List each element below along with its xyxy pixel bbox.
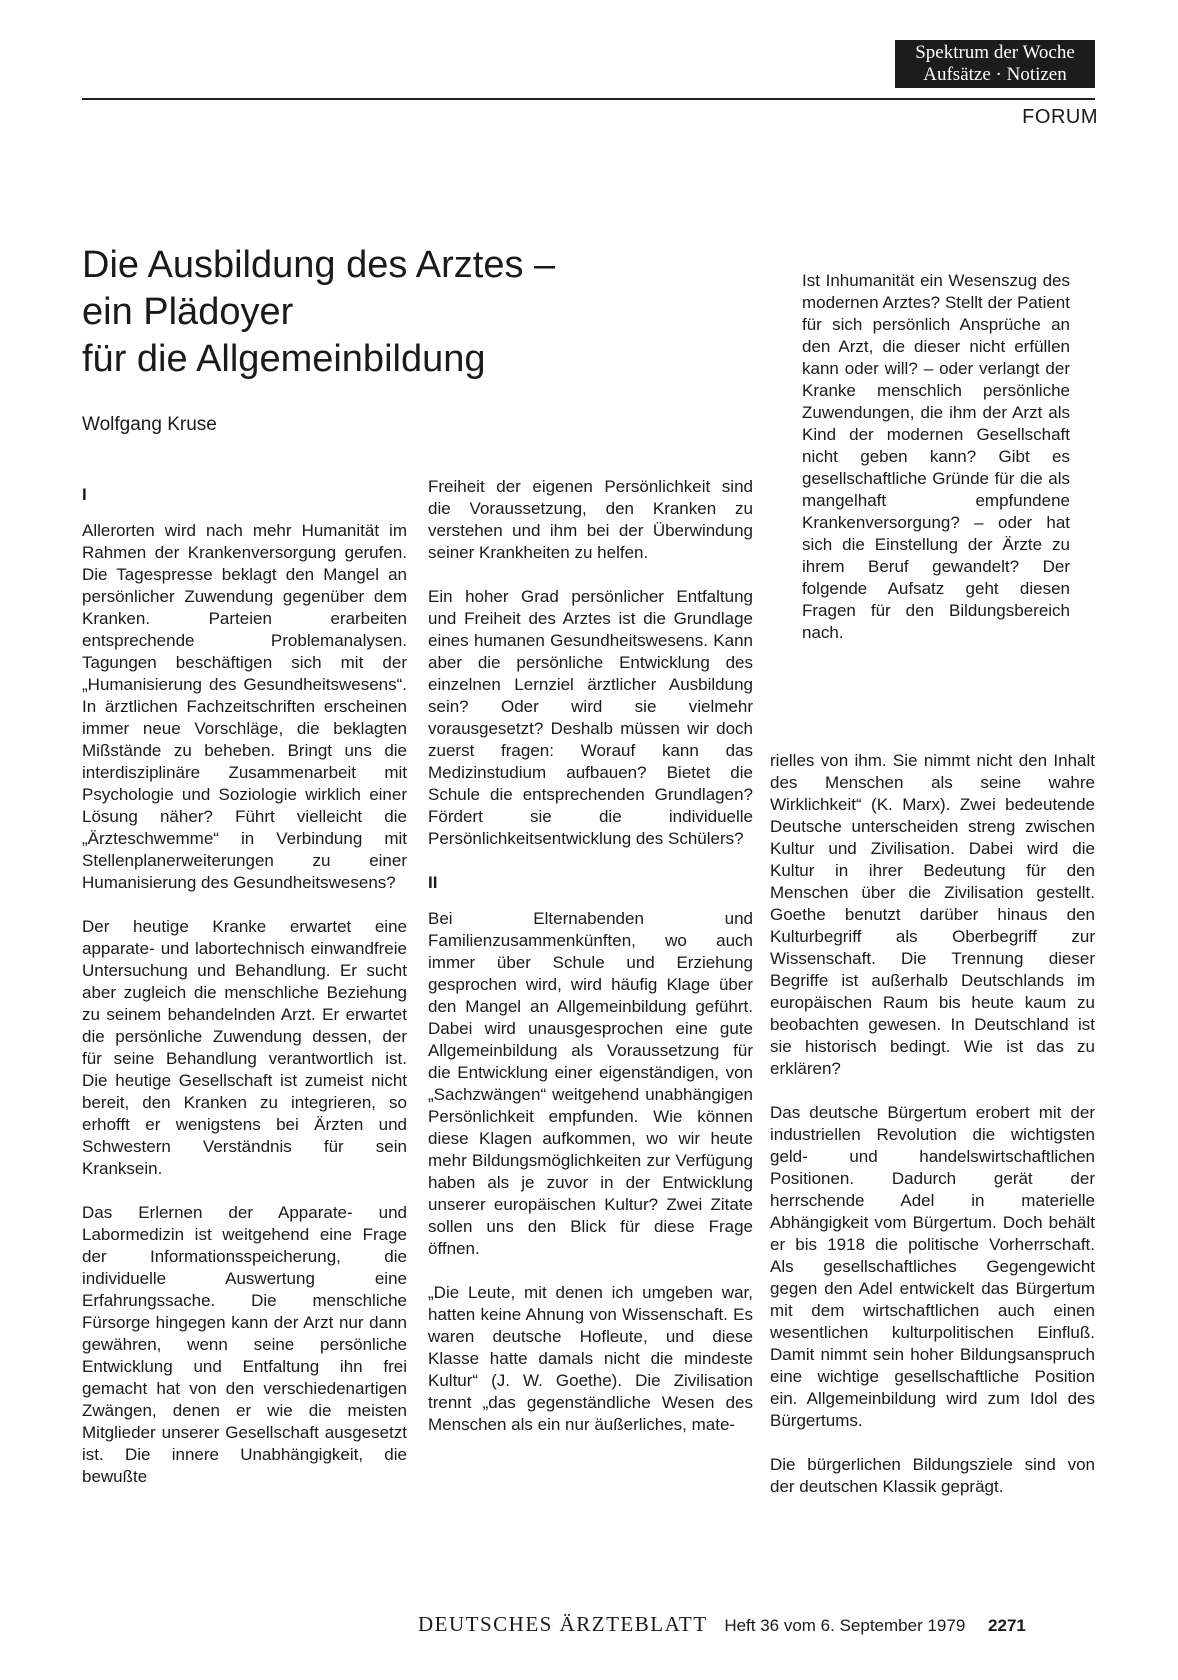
column-1 [82,484,407,1488]
magazine-name: DEUTSCHES ÄRZTEBLATT [418,1612,708,1636]
section-badge [895,40,1095,88]
paragraph: Ein hoher Grad persönlicher Entfaltung und Freiheit des Arztes ist die Grundlage eines humanen Gesundheitswesens. Kann aber die persönliche Entwicklung des einzelnen Lernziel ärztlicher Ausbildung sein? Oder wird sie vielmehr vorausgesetzt? Deshalb müssen wir doch zuerst fragen: Worauf kann das Medizinstudium aufbauen? Bietet die Schule die entsprechenden Grundlagen? Fördert sie die individuelle Persönlichkeitsentwicklung des Schülers? [428,587,753,848]
section-number: II [428,873,438,892]
section-label: FORUM [1022,106,1098,128]
title-line-1: Die Ausbildung des Arztes – [82,244,556,286]
title-line-2: ein Plädoyer [82,291,294,333]
badge-line-1: Spektrum der Woche [915,42,1075,63]
intro-text: Ist Inhumanität ein Wesenszug des modernen Arztes? Stellt der Patient für sich persönlich Ansprüche an den Arzt, die dieser nicht erfüllen kann oder will? – oder verlangt der Kranke menschlich persönliche Zuwendungen, die ihm der Arzt als Kind der modernen Gesellschaft nicht geben kann? Gibt es gesellschaftliche Gründe für die als mangelhaft empfundene Krankenversorgung? – oder hat sich die Einstellung der Ärzte zu ihrem Beruf gewandelt? Der folgende Aufsatz geht diesen Fragen für den Bildungsbereich nach. [802,271,1070,642]
badge-line-2: Aufsätze · Notizen [923,64,1067,85]
page-footer [418,1612,1026,1637]
paragraph: Freiheit der eigenen Persönlichkeit sind die Voraussetzung, den Kranken zu verstehen und ihm bei der Überwindung seiner Krankheiten zu helfen. [428,477,753,562]
paragraph: Die bürgerlichen Bildungsziele sind von der deutschen Klassik geprägt. [770,1455,1095,1496]
article-title [82,242,722,383]
paragraph: rielles von ihm. Sie nimmt nicht den Inhalt des Menschen als seine wahre Wirklichkeit“ (K. Marx). Zwei bedeutende Deutsche unterscheiden streng zwischen Kultur und Zivilisation. Dabei wird die Kultur in ihrer Bedeutung für den Menschen über die Zivilisation gestellt. Goethe benutzt darüber hinaus den Kulturbegriff als Oberbegriff zur Wissenschaft. Die Trennung dieser Begriffe ist außerhalb Deutschlands im europäischen Raum bis heute kaum zu beobachten gewesen. In Deutschland ist sie historisch bedingt. Wie ist das zu erklären? [770,751,1095,1078]
paragraph: „Die Leute, mit denen ich umgeben war, hatten keine Ahnung von Wissenschaft. Es waren deutsche Hofleute, und diese Klasse hatte damals nicht die mindeste Kultur“ (J. W. Goethe). Die Zivilisation trennt „das gegenständliche Wesen des Menschen als ein nur äußerliches, mate- [428,1283,753,1434]
paragraph: Allerorten wird nach mehr Humanität im Rahmen der Krankenversorgung gerufen. Die Tagespresse beklagt den Mangel an persönlicher Zuwendung gegenüber dem Kranken. Parteien erarbeiten entsprechende Problemanalysen. Tagungen beschäftigen sich mit der „Humanisierung des Gesundheitswesens“. In ärztlichen Fachzeitschriften erscheinen immer neue Vorschläge, die beklagten Mißstände zu beheben. Bringt uns die interdisziplinäre Zusammenarbeit mit Psychologie und Soziologie wirklich einer Lösung näher? Führt vielleicht die „Ärzteschwemme“ in Verbindung mit Stellenplanerweiterungen zu einer Humanisierung des Gesundheitswesens? [82,521,407,892]
title-line-3: für die Allgemeinbildung [82,338,486,380]
paragraph: Das Erlernen der Apparate- und Labormedizin ist weitgehend eine Frage der Informationsspeicherung, die individuelle Auswertung eine Erfahrungssache. Die menschliche Fürsorge hingegen kann der Arzt nur dann gewähren, wenn seine persönliche Entwicklung und Entfaltung ihn frei gemacht hat von den verschiedenartigen Zwängen, denen er wie die meisten Mitglieder unserer Gesellschaft ausgesetzt ist. Die innere Unabhängigkeit, die bewußte [82,1203,407,1486]
column-2 [428,476,753,1436]
page-number: 2271 [988,1616,1026,1635]
column-3 [770,750,1095,1498]
paragraph: Der heutige Kranke erwartet eine apparate- und labortechnisch einwandfreie Untersuchung und Behandlung. Er sucht aber zugleich die menschliche Beziehung zu seinem behandelnden Arzt. Er erwartet die persönliche Zuwendung dessen, der für seine Behandlung verantwortlich ist. Die heutige Gesellschaft ist zumeist nicht bereit, den Kranken zu integrieren, so erhofft er wenigstens bei Ärzten und Schwestern Verständnis für sein Kranksein. [82,917,407,1178]
issue-info: Heft 36 vom 6. September 1979 [724,1616,966,1635]
paragraph: Das deutsche Bürgertum erobert mit der industriellen Revolution die wichtigsten geld- und handelswirtschaftlichen Positionen. Dadurch gerät der herrschende Adel in materielle Abhängigkeit vom Bürgertum. Doch behält er bis 1918 die politische Vorherrschaft. Als gesellschaftliches Gegengewicht gegen den Adel entwickelt das Bürgertum mit dem wirtschaftlichen auch einen wesentlichen kulturpolitischen Einfluß. Damit nimmt sein hoher Bildungsanspruch eine wichtige gesellschaftliche Position ein. Allgemeinbildung wird zum Idol des Bürgertums. [770,1103,1095,1430]
article-intro [802,270,1070,644]
section-number: I [82,485,87,504]
header-rule [82,98,1095,100]
article-author: Wolfgang Kruse [82,414,217,435]
paragraph: Bei Elternabenden und Familienzusammenkünften, wo auch immer über Schule und Erziehung gesprochen wird, wird häufig Klage über den Mangel an Allgemeinbildung geführt. Dabei wird unausgesprochen eine gute Allgemeinbildung als Voraussetzung für die Entwicklung einer eigenständigen, von „Sachzwängen“ weitgehend unabhängigen Persönlichkeit empfunden. Wie können diese Klagen aufkommen, wo wir heute mehr Bildungsmöglichkeiten zur Verfügung haben als je zuvor in der Entwicklung unserer europäischen Kultur? Zwei Zitate sollen uns den Blick für diese Frage öffnen. [428,909,753,1258]
